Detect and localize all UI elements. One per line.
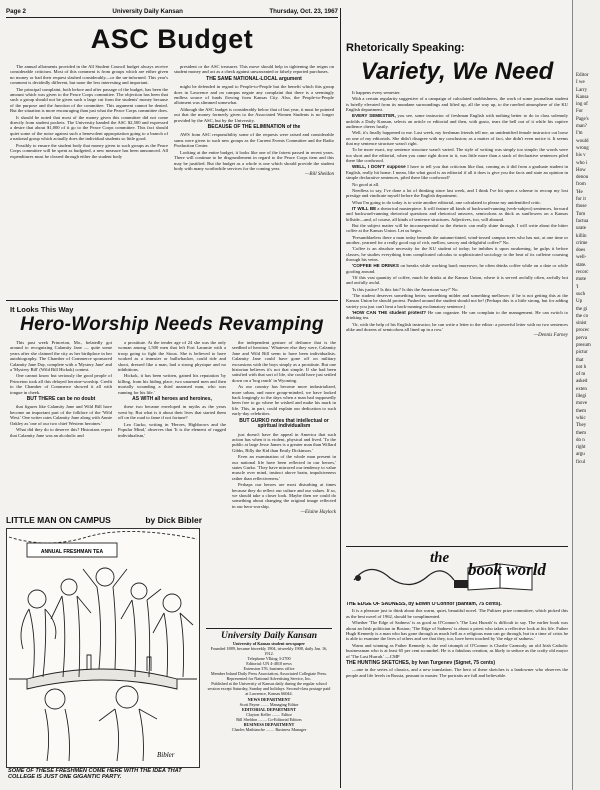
page-number: Page 2: [6, 8, 26, 15]
adjacent-page-line: from: [576, 182, 586, 188]
adjacent-page-line: does: [576, 248, 586, 254]
asc-paragraph: The annual allotments provided in the All Student Council budget always receive considerable criticism. Most of this comment is from groups which are either given no money or had their request slashed considerably—or the un-informed. This year's comment is decidedly different, but none the less interesting and important.: [10, 64, 168, 86]
rhet-lead: IT WILL BE: [352, 205, 377, 211]
rhet-paragraph: Well, it's finally happened to me. Last week, my freshman friends tell me, an unidentified female instructor cut loose on one of my editorials. She didn't disagree with my conclusion; as a matter of fact, she didn't even notice it. It seems that my sentence structure wasn't right.: [346, 130, 568, 147]
hero-paragraph: Leo Gurko, writing in 'Heroes, Highbrows and the Popular Mind,' observes that 'It is the element of rugged individualism,': [118, 421, 226, 438]
hero-paragraph: a prostitute. At the tender age of 24 she was the only woman among 1,500 men that left Fort Laramie with a troop going to fight the Sioux. She is believed to have worked as a teamster or bullwhacker, could ride and shoot, dressed like a man, had a strong physique and no inhibitions.: [118, 340, 226, 373]
adjacent-page-line: crime: [576, 240, 588, 246]
rhet-paragraph: 'Of this vast quantity of coffee, much he drinks at the Kansas Union, where it is served awfully often, awfully hot and awfully awful.: [346, 275, 568, 286]
masthead-line: Member Inland Daily Press Association, Associated Collegiate Press. Represented for National Advertising Service, Inc.: [210, 671, 328, 681]
hero-paragraph: just doesn't have the appeal in America that such action has when it is violent, physical and lived. 'To the public at large Jesse James is a greater man than Willard Gibbs, Billy the Kid than Emily Dickinson.': [232, 431, 336, 453]
masthead-staff: Scott Payne ........ Managing Editor: [239, 702, 299, 707]
adjacent-page-line: Page's: [576, 116, 589, 122]
rhet-paragraph: [346, 164, 568, 180]
bookworld-body: [346, 602, 568, 788]
masthead-staff: Bill Sheldon ........ Co-Editorial Editors: [236, 717, 302, 722]
masthead-line: Published at the University of Kansas daily during the regular school session except Saturday, Sunday and holidays. Second-class postage paid at Lawrence, Kansas 66044.: [207, 681, 331, 696]
asc-paragraph: It should be noted that most of the money given this committee did not come directly from student pockets. The University handed the ASC $2,500 and expressed a desire that about $1,000 of it go to the Peace Corps committee. This fact should quiet some of the noise against such a benevolent appropriation going to a branch of a national group which actually does the individual students so little good.: [10, 114, 168, 142]
hero-lead: BUT THERE can be no doubt: [26, 396, 96, 403]
adjacent-page-line: 'He: [576, 189, 583, 195]
asc-paragraph: president or the ASC treasurer. This move should help in tightening the reigns on student money and act as a check against unwarranted or falsely reported purchases.: [174, 64, 334, 75]
adjacent-page-line: They: [576, 423, 587, 429]
asc-column-1: [10, 64, 168, 286]
adjacent-page-line: ing of: [576, 102, 588, 108]
rhet-paragraph: [346, 263, 568, 274]
adjacent-page-line: I we: [576, 80, 585, 86]
adjacent-page-line: killin: [576, 233, 587, 239]
adjacent-page-line: who i: [576, 160, 588, 166]
review-paragraph: It is a pleasure just to think about this warm, quiet, beautiful novel. The Pulitzer prize committee, which picked this as the best novel of 1962, should be complimented.: [346, 608, 568, 619]
column-rule: [340, 8, 341, 788]
cartoon-series: LITTLE MAN ON CAMPUS: [6, 515, 111, 525]
masthead-line: Editorial: UN 4-4810 news: [246, 661, 292, 666]
masthead-line: University of Kansas student newspaper: [233, 641, 305, 646]
rhet-headline: Variety, We Need: [360, 58, 554, 85]
adjacent-page-line: do n: [576, 437, 585, 443]
adjacent-page-line: pictur: [576, 350, 588, 356]
hero-lead: AS WITH all heroes and heroines,: [132, 396, 212, 403]
masthead: [206, 628, 332, 789]
adjacent-page-line: argu: [576, 452, 585, 458]
adjacent-page-line: sinist: [576, 321, 587, 327]
rhet-signature: —Dennis Farney: [533, 333, 568, 339]
rhet-body: [346, 90, 568, 542]
adjacent-page-line: state.: [576, 262, 587, 268]
hero-lead: BUT GURKO notes that intellectual or spiritual individualism: [239, 417, 329, 430]
hero-paragraph: that figures like Calamity Jane and Wild Bill have become an important part of the folklore of the 'Wild West.' One writer rates Calamity Jane along with Annie Oakley as 'one of our two chief Western heroines.': [10, 404, 112, 426]
adjacent-page-line: those: [576, 204, 587, 210]
rhet-paragraph: With a certain regularity suggestive of a campaign of calculated snobbishness, the work of some journalism student is briefly elevated from its mundane surroundings and lifted up, all the way up, to the rarefied atmosphere of the KU English department.: [346, 96, 568, 113]
rhet-text: you see, some instructor of freshman English with nothing better to do in class solemnly unfolds a Daily Kansan, selects an article or editorial and then, with gusto, tears the hell out of it while his captive audience cheers lustily.: [346, 113, 568, 130]
adjacent-page-line: of m: [576, 372, 586, 378]
adjacent-page-line: recorc: [576, 270, 589, 276]
cartoon-signature: Bibler: [157, 751, 175, 759]
adjacent-page-line: procec: [576, 328, 590, 334]
rhet-paragraph: Needless to say, I've done a lot of thinking since last week, and I think I've hit upon a scheme to recoup my lost prestige and vindicate myself before the English department.: [346, 187, 568, 199]
bookworld-title: book world: [468, 560, 546, 579]
adjacent-page-line: wrong: [576, 145, 589, 151]
masthead-staff: Charles Mathiasche ........ Business Manager: [231, 727, 307, 732]
divider: [346, 546, 568, 547]
adjacent-page-line: factua: [576, 218, 589, 224]
review-paragraph: Warm and winning as Father Kennedy is, the real triumph of O'Connor is Charlie Carmody, an old Irish Catholic businessman who is at least 65 per cent scoundrel. He is a fabulous creation, as likely to seduce as the crafty old mayor of 'The Last Hurrah.' —CMP: [346, 642, 568, 659]
adjacent-page-line: urate: [576, 226, 586, 232]
hero-headline: Hero-Worship Needs Revamping: [20, 314, 324, 335]
hero-paragraph: What did they do to deserve this? Historians report that Calamity Jane was an alcoholic and: [10, 427, 112, 438]
masthead-line: Founded 1889, became biweekly 1904, triweekly 1908, daily Jan. 16, 1912.: [210, 646, 328, 656]
adjacent-page-line: I'm: [576, 131, 583, 137]
rhet-lead: 'COFFEE HE DRINKS: [352, 263, 399, 269]
cartoon-sign-text: ANNUAL FRESHMAN TEA: [40, 549, 104, 555]
adjacent-page-line: whic: [576, 415, 586, 421]
rhet-lead: WELL, I DON'T suppose: [352, 164, 406, 170]
cartoon-title: [6, 515, 202, 525]
asc-subhead: THE SAME NATIONAL-LOCAL argument: [206, 75, 302, 82]
masthead-line: Extension 376, business office: [243, 666, 295, 671]
masthead-info: [206, 641, 332, 732]
hero-paragraph: This past week Princeton, Mo., belatedly got around to recognizing Calamity Jane — quite some years after she claimed the city as her birthplace in her autobiography. The Chamber of Commerce sponsored Calamity Jane Day, complete with a 'Mystery Jane' and a 'Mystery Bill' (Wild Bill Hickok) contest.: [10, 340, 112, 373]
adjacent-page-edge: [572, 0, 600, 790]
masthead-section: EDITORIAL DEPARTMENT: [241, 707, 297, 712]
paper-name: University Daily Kansan: [112, 8, 183, 15]
rhet-paragraph: 'Coffee is an absolute necessity for the KU student of today; he imbibes it upon awakening, he gulps it before classes, he studies everything from complicated calculus to sophisticated sociology to the beat of its caffeine coursing through his veins.: [346, 246, 568, 262]
rhet-paragraph: What I'm going to do today is to write another editorial, one calculated to please my unidentified critic.: [352, 199, 542, 205]
adjacent-page-line: ficul: [576, 459, 586, 465]
rhet-lead: EVERY SEMESTER,: [352, 113, 396, 119]
adjacent-page-line: asked: [576, 379, 588, 385]
rhet-paragraph: 'The student deserves something better, something milder and something mellower; if he is not getting this at the Kansas Union he should protest. Pushed around the student should not be! (Perhaps this is a little strong, but for adding variety you just can't beat a back-running exclamatory sentence.): [346, 293, 568, 309]
asc-paragraph: might be defended in regard to People-to-People but the benefit which this group does in Lawrence and on campus negate any complaint that there is a seemingly endless source of funds flowing from Kansas City. Also, the People-to-People allotment was slimmed somewhat.: [174, 84, 334, 106]
adjacent-page-line: presum: [576, 342, 591, 348]
adjacent-page-line: mote: [576, 277, 586, 283]
hero-paragraph: these two became enveloped in myths as the years went by. But what is it about their lives that started them off on the road to fame if not fortune?: [118, 404, 226, 421]
rhet-paragraph: It happens every semester.: [352, 90, 401, 95]
adjacent-page-line: that: [576, 357, 584, 363]
bookworld-the: the: [430, 550, 450, 566]
adjacent-page-line: them: [576, 430, 586, 436]
masthead-section: BUSINESS DEPARTMENT: [243, 722, 295, 727]
page-folio: [6, 8, 338, 18]
rhet-paragraph: 'Or, with the help of his English instructor, he can write a letter to the editor: a powerful letter with no two sentences alike and dozens of semicolons all lined up in a row.': [346, 321, 568, 333]
cartoon-drawing: [7, 529, 199, 767]
review-title: THE HUNTING SKETCHES, by Ivan Turgenev (Signet, 75 cents): [346, 660, 496, 667]
adjacent-page-line: would: [576, 138, 589, 144]
cartoon-byline: by Dick Bibler: [145, 515, 202, 525]
cartoon-caption: SOME OF THESE FRESHMEN COME HERE WITH THE IDEA THAT COLLEGE IS JUST ONE GIGANTIC PARTY.: [8, 768, 182, 781]
adjacent-page-line: For: [576, 109, 583, 115]
adjacent-page-line: not h: [576, 364, 587, 370]
adjacent-page-line: them: [576, 408, 586, 414]
nameplate: University Daily Kansan: [220, 631, 318, 641]
adjacent-page-text: [576, 72, 600, 466]
rhet-kicker: Rhetorically Speaking:: [346, 42, 465, 54]
rhet-text: a rhetorical masterpiece. It will feature all kinds of backward-running (verb-subject) sentences, forward and backward-running rhetorical questions and rhetorical answers, semicolons as thick as sunflowers on a Kansas hillside—and, of course, all kinds of sentence structures. Adjectives, too, will abound.: [346, 205, 568, 222]
adjacent-page-line: illegi: [576, 394, 587, 400]
adjacent-page-line: Larry: [576, 87, 588, 93]
rhet-lead: 'HOW CAN THE student protest?: [352, 310, 427, 316]
adjacent-page-line: the co: [576, 313, 589, 319]
asc-paragraph: Looking at the entire budget, it looks like one of the fairest passed in recent years. There will continue to be disgruntlement in regard to the Peace Corps item and this may be justified. But the budget as a whole is one which should provide the student body with many worthwhile services for the coming year.: [174, 149, 334, 171]
adjacent-page-line: Editor: [576, 73, 589, 78]
hero-signature: —Elaine Haylock: [300, 510, 336, 516]
hero-paragraph: Hickok, it has been written, gained his reputation 'by killing, from his hiding place, two unarmed men and then mortally wounding a third unarmed man, who was running for his life.': [118, 373, 226, 395]
bookworld-banner: [350, 550, 564, 594]
adjacent-page-line: move: [576, 401, 588, 407]
adjacent-page-line: his v: [576, 153, 586, 159]
adjacent-page-line: perva: [576, 335, 588, 341]
rhet-text: I have to tell you that criticism like that, coming as it did from a graduate student in English, really hit home. I mean, like what good is an editorial if all it does is give you the facts and state an opinion in simple declarative sentences, piled there like cordwood?: [346, 164, 568, 181]
rhet-paragraph: But the subject matter will be inconsequential so the rhetoric can really shine through. I will write about the bitter coffee at the Kansas Union. Let us begin.: [346, 222, 568, 234]
rhet-paragraph: [346, 206, 568, 222]
rhet-paragraph: [346, 310, 568, 321]
review-paragraph: —one in the series of classics, and a new translation. The hero of these sketches is a landowner who observes the people and life levels in Russia, peasant to master. The portraits are full and believable.: [346, 667, 568, 678]
adjacent-page-line: for it: [576, 197, 586, 203]
masthead-line: Telephone VIking 3-2700: [247, 656, 291, 661]
rhet-paragraph: 'Is this justice? Is this fair? Is this the American way?' No.: [352, 286, 459, 292]
adjacent-page-line: Up: [576, 299, 583, 305]
divider: [6, 300, 338, 301]
hero-paragraph: Perhaps our heroes are most disturbing at times because they do reflect our culture and our values. If so, we should take a closer look. Maybe then we could do something about changing the original image reflected in our hero-worship.: [232, 482, 336, 509]
asc-column-2: [174, 64, 334, 294]
masthead-staff: Clayton Keller ........ Editor: [246, 712, 292, 717]
review-paragraph: Whether 'The Edge of Sadness' is as good as O'Connor's 'The Last Hurrah' is difficult to say. The earlier book was about an Irish politician in Boston; 'The Edge of Sadness' is about a priest who takes a reflective look at his life. Father Hugh Kennedy is a man who has gone through as much hell as a religious man can go through, but in a time of crisis he is able to examine the lives of others and see that they, too, have been touched by 'the edge of sadness.': [346, 620, 568, 642]
hero-paragraph: Even an examination of the whole man present in our national life have been reflected in our heroes,' states Gurko. 'They have mirrored our tendency to value muscle over mind, instinct above brain, impulsiveness rather than reflectiveness.': [232, 454, 336, 481]
rhet-paragraph: To be more exact, my sentence structure wasn't varied. The style of writing was simply too simple; the words were too short and the editorial, when you came right down to it, was little more than a stack of declarative sentences piled there like cordwood.: [346, 147, 568, 164]
masthead-section: NEWS DEPARTMENT: [247, 697, 291, 702]
adjacent-page-line: the gi: [576, 306, 588, 312]
adjacent-page-line: Kansa: [576, 94, 589, 100]
adjacent-page-line: well-: [576, 255, 587, 261]
hero-kicker: It Looks This Way: [10, 305, 74, 314]
adjacent-page-line: man?: [576, 124, 587, 130]
hero-column-1: [10, 340, 112, 510]
asc-subhead: BECAUSE OF THE ELIMINATION of the: [207, 124, 301, 131]
adjacent-page-line: How: [576, 167, 586, 173]
adjacent-page-line: 'I: [576, 284, 579, 290]
hero-paragraph: the independent gesture of defiance that is the seedbed of heroism.' Whatever else they were, Calamity Jane and Wild Bill seem to have been individualists. Calamity Jane could have gone off on military excursions with the boys simply as a prostitute. But one historian believes it's not that simple. If she had been satisfied with that sort of life, she could have just settled down on a 'hog ranch' in Wyoming.: [232, 340, 336, 383]
asc-paragraph: AWS from ASC responsibility some of the requests were raised and considerable sums were given to such new groups as the Current Events Committee and the Radio Production Center.: [174, 132, 334, 149]
rhet-paragraph: 'Presumblaeless there a man today beneath the autumn-tinted, wind-tossed campus trees who has not, at one time or another, yearned for a really good cup of rich, mellow, savory and delightful coffee?' No.: [346, 234, 568, 245]
rhet-text: He can organize. He can complain to the management. He can switch to drinking tea.: [346, 310, 568, 321]
asc-paragraph: Possibly to ensure the student body that money given to such groups as the Peace Corps committee will be spent as budgeted, a new measure has been announced. All expenditures must be cleared through either the student body: [10, 142, 168, 159]
rhet-paragraph: [346, 113, 568, 129]
asc-headline: ASC Budget: [90, 24, 254, 54]
asc-paragraph: The principal complaint, both before and after passage of the budget, has been the amount which was given to the Peace Corps committee. The objection has been that such a group should not be given such a large cut from the students' money because of the purpose and the function of the committee. This argument cannot be denied. But the situation is more encouraging than just what the Peace Corps committee does.: [10, 86, 168, 114]
review-title: THE EDGE OF SADNESS, by Edwin O'Connor (Bantam, 75 cents).: [346, 602, 502, 607]
asc-signature: —Bill Sheldon: [304, 172, 334, 178]
rhet-text: on breaks while working hard; moreover, he often drinks coffee while on a date or while goofing around.: [346, 263, 568, 274]
adjacent-page-line: exten: [576, 386, 587, 392]
hero-paragraph: One cannot know but seriously the good people of Princeton took all this delayed heroine-worship. Credit to the Chamber of Commerce showed it all with tongue in cheek.: [10, 373, 112, 395]
adjacent-page-line: denou: [576, 175, 589, 181]
asc-paragraph: Although the ASC budget is considerably below that of last year, it must be pointed out that the money formerly given to the Associated Women Students is no longer provided by the ASC, but by the University.: [174, 106, 334, 123]
hero-column-2: [118, 340, 226, 510]
cartoon-panel: [6, 528, 200, 768]
issue-date: Thursday, Oct. 23, 1967: [269, 8, 338, 15]
adjacent-page-line: right: [576, 445, 586, 451]
adjacent-page-line: such: [576, 291, 586, 297]
adjacent-page-line: Tom: [576, 211, 586, 217]
hero-paragraph: As our country has become more industrialized, more urban, and more group-minded, we have looked back longingly to the days when a man had supposedly been free to go where he wished and make his mark in life. This, in part, could explain our dedication to such early-day celebrities.: [232, 384, 336, 417]
rhet-paragraph: No good at all.: [352, 181, 380, 187]
